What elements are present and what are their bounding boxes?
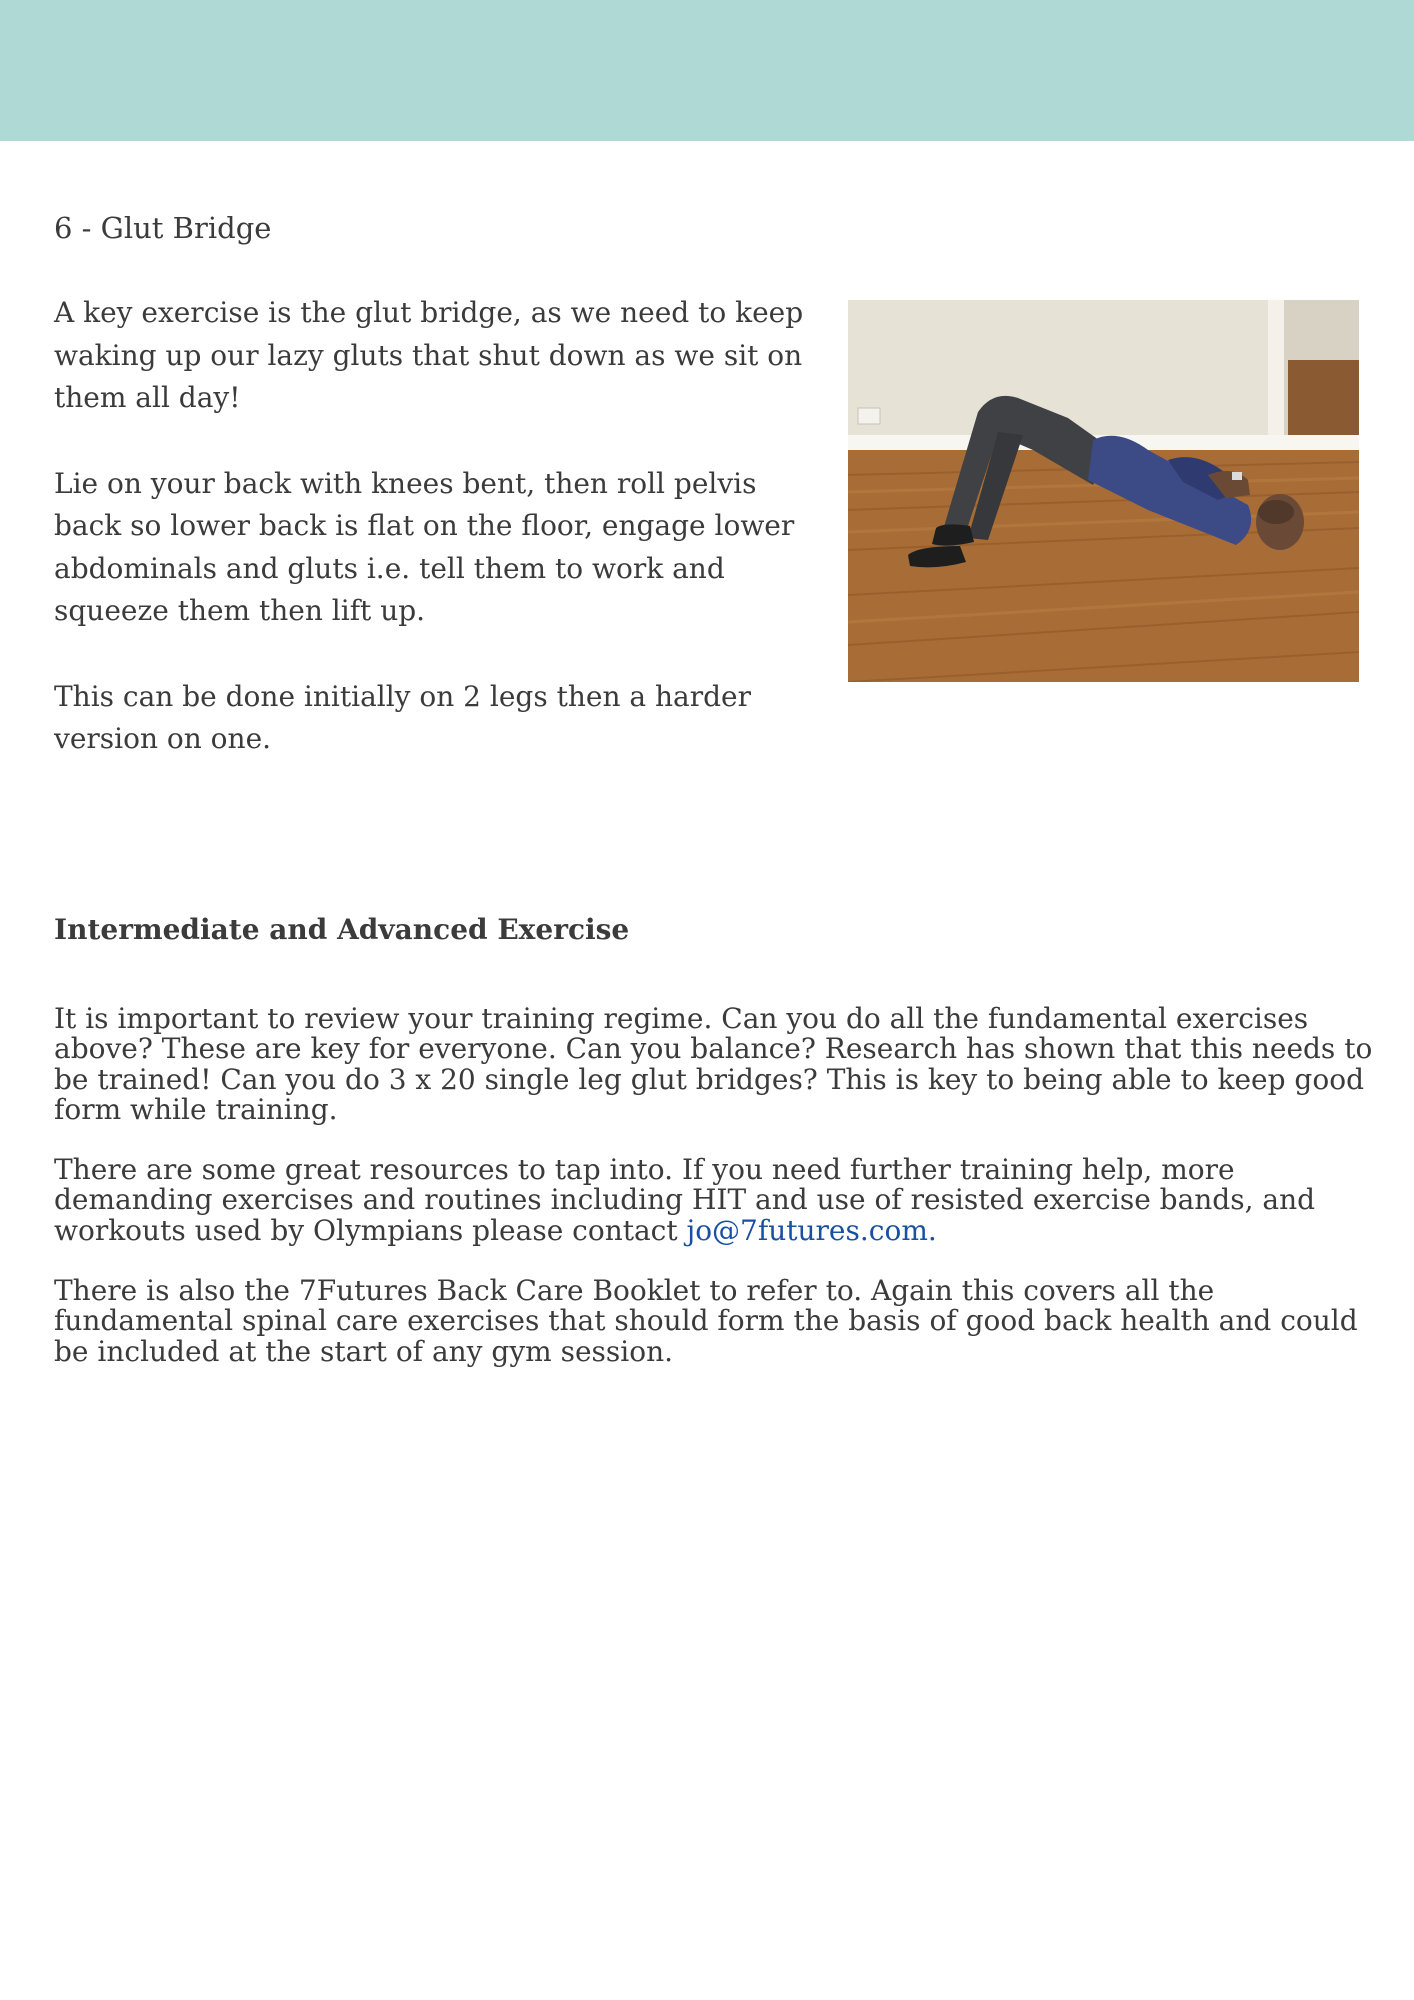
review-paragraph: It is important to review your training regime. Can you do all the fundamental exercises above? These are key for everyone. Can you balance? Research has shown that this needs to be trained! Can you do 3 x 20 single leg glut bridges? This is key to being able to keep good form while training. [54,1002,1373,1126]
progression-paragraph: This can be done initially on 2 legs then a harder version on one. [54,679,751,755]
booklet-paragraph: There is also the 7Futures Back Care Booklet to refer to. Again this covers all the fundamental spinal care exercises that should form the basis of good back health and could be included at the start of any gym session. [54,1274,1358,1368]
resources-text: There are some great resources to tap into. If you need further training help, more demanding exercises and routines including HIT and use of resisted exercise bands, and workouts used by Olympians please contact [54,1153,1316,1247]
intro-text [54,292,804,804]
section-title: 6 - Glut Bridge [54,211,272,245]
advanced-heading: Intermediate and Advanced Exercise [54,913,630,946]
glut-bridge-photo [848,300,1359,682]
advanced-text [54,1004,1394,1397]
email-link[interactable]: jo@7futures.com. [686,1213,937,1247]
instructions-paragraph: Lie on your back with knees bent, then roll pelvis back so lower back is flat on the floor, engage lower abdominals and gluts i.e. tell them to work and squeeze them then lift up. [54,466,795,627]
header-band [0,0,1414,141]
intro-paragraph: A key exercise is the glut bridge, as we need to keep waking up our lazy gluts that shut down as we sit on them all day! [54,296,804,414]
resources-paragraph [54,1155,1394,1246]
